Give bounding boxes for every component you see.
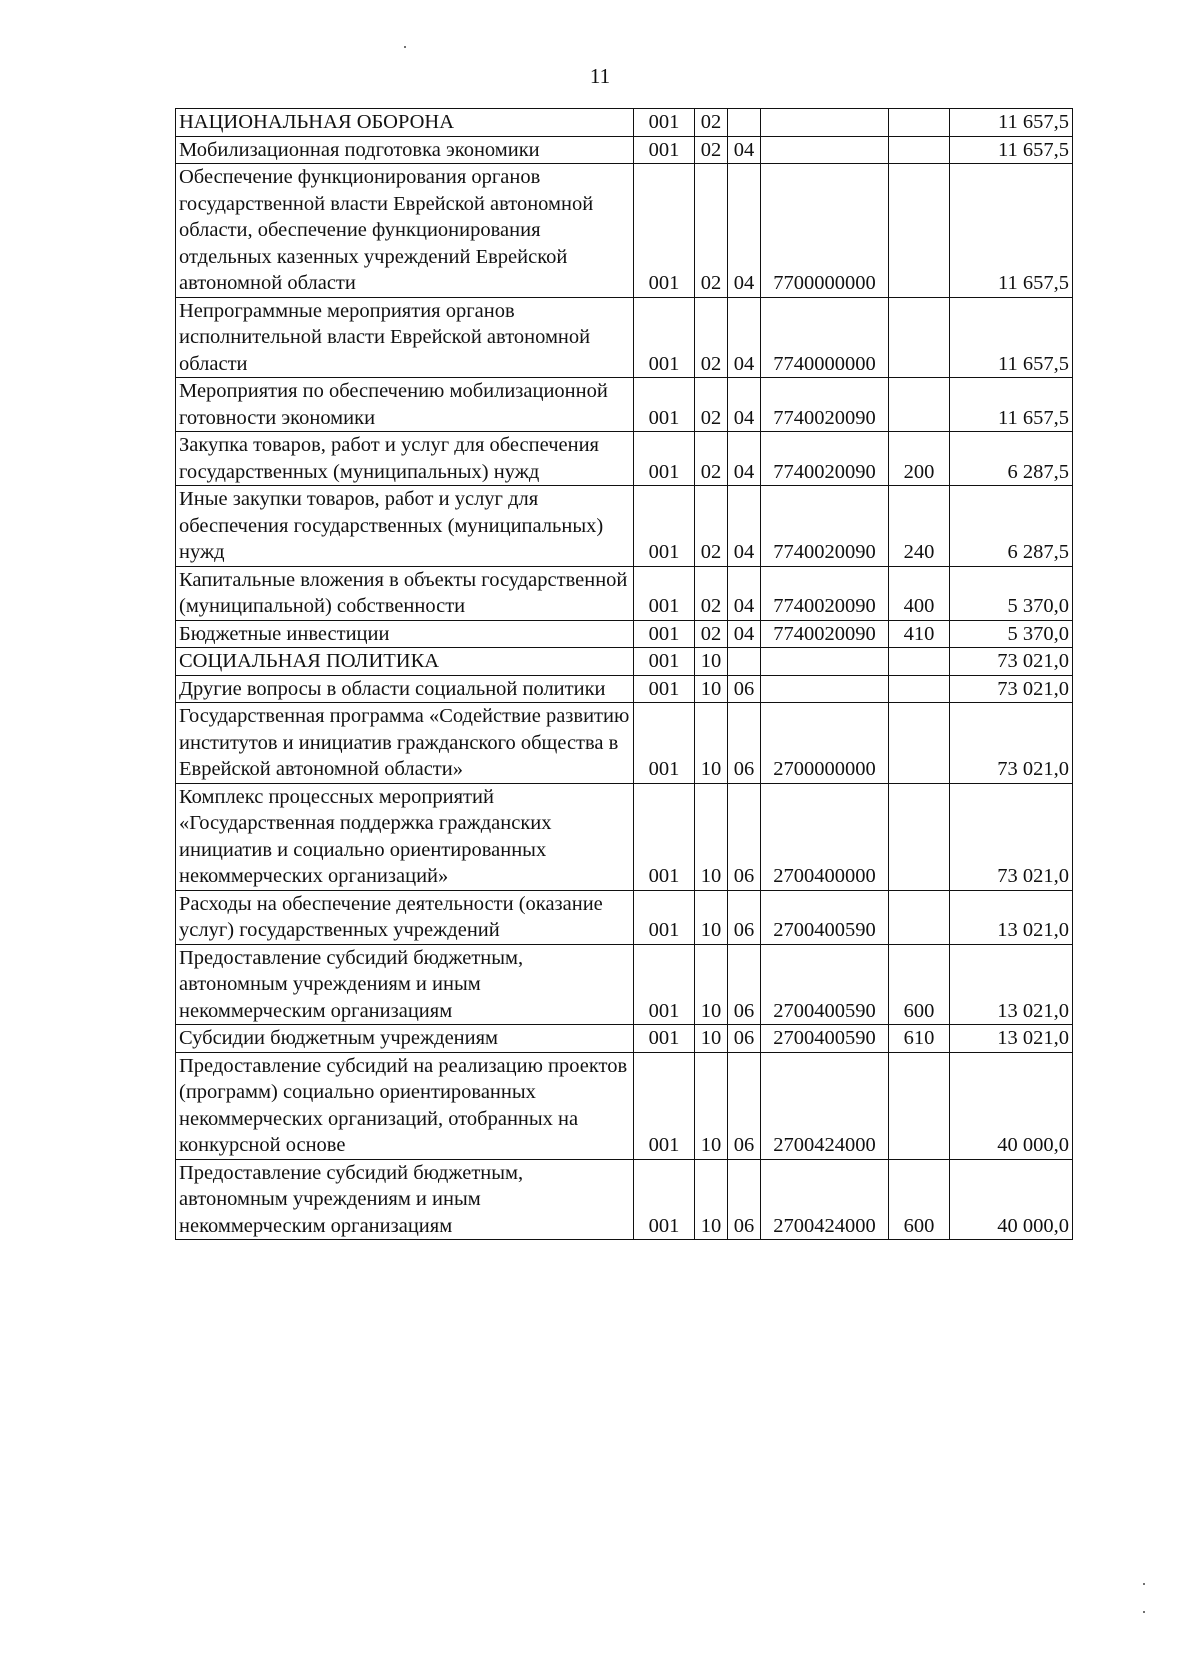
row-expense-type-code: 600 [889, 944, 950, 1025]
row-glava-code: 001 [634, 378, 695, 432]
table-row [176, 620, 1073, 648]
row-amount: 40 000,0 [950, 1052, 1073, 1159]
table-row [176, 944, 1073, 1025]
row-target-article-code [761, 648, 889, 676]
row-subsection-code: 04 [728, 297, 761, 378]
row-expense-type-code: 610 [889, 1025, 950, 1053]
row-expense-type-code: 240 [889, 486, 950, 567]
scan-speck [1143, 1611, 1145, 1613]
table-row [176, 164, 1073, 298]
row-expense-type-code [889, 675, 950, 703]
row-amount: 13 021,0 [950, 944, 1073, 1025]
table-row [176, 297, 1073, 378]
row-amount: 11 657,5 [950, 378, 1073, 432]
row-amount: 6 287,5 [950, 486, 1073, 567]
row-section-code: 02 [695, 566, 728, 620]
table-row [176, 136, 1073, 164]
row-glava-code: 001 [634, 109, 695, 137]
row-section-code: 10 [695, 703, 728, 784]
row-amount: 73 021,0 [950, 648, 1073, 676]
row-name: Другие вопросы в области социальной политики [176, 675, 634, 703]
page-number: 11 [589, 64, 611, 88]
row-section-code: 02 [695, 109, 728, 137]
table-row [176, 783, 1073, 890]
row-name: Иные закупки товаров, работ и услуг для обеспечения государственных (муниципальных) нужд [176, 486, 634, 567]
row-glava-code: 001 [634, 648, 695, 676]
row-subsection-code: 06 [728, 1052, 761, 1159]
row-subsection-code [728, 109, 761, 137]
row-name: Комплекс процессных мероприятий «Государственная поддержка гражданских инициатив и социально ориентированных некоммерческих организаций» [176, 783, 634, 890]
row-target-article-code: 7740000000 [761, 297, 889, 378]
row-expense-type-code: 410 [889, 620, 950, 648]
row-glava-code: 001 [634, 297, 695, 378]
row-glava-code: 001 [634, 944, 695, 1025]
row-section-code: 02 [695, 297, 728, 378]
row-name: Капитальные вложения в объекты государственной (муниципальной) собственности [176, 566, 634, 620]
row-name: Обеспечение функционирования органов государственной власти Еврейской автономной области, обеспечение функционирования отдельных казенных учреждений Еврейской автономной области [176, 164, 634, 298]
table-row [176, 648, 1073, 676]
row-glava-code: 001 [634, 164, 695, 298]
row-section-code: 10 [695, 1052, 728, 1159]
row-target-article-code: 2700424000 [761, 1159, 889, 1240]
row-target-article-code: 2700400590 [761, 1025, 889, 1053]
row-amount: 11 657,5 [950, 297, 1073, 378]
row-glava-code: 001 [634, 432, 695, 486]
row-glava-code: 001 [634, 1025, 695, 1053]
table-row [176, 566, 1073, 620]
row-subsection-code: 04 [728, 620, 761, 648]
row-section-code: 10 [695, 1025, 728, 1053]
row-section-code: 02 [695, 620, 728, 648]
row-name: Государственная программа «Содействие развитию институтов и инициатив гражданского общества в Еврейской автономной области» [176, 703, 634, 784]
scan-speck [1143, 1583, 1145, 1585]
row-target-article-code: 2700000000 [761, 703, 889, 784]
row-subsection-code: 06 [728, 944, 761, 1025]
row-subsection-code: 06 [728, 1159, 761, 1240]
row-section-code: 10 [695, 648, 728, 676]
row-amount: 40 000,0 [950, 1159, 1073, 1240]
row-expense-type-code: 400 [889, 566, 950, 620]
row-amount: 73 021,0 [950, 703, 1073, 784]
row-expense-type-code: 600 [889, 1159, 950, 1240]
row-amount: 13 021,0 [950, 1025, 1073, 1053]
row-expense-type-code: 200 [889, 432, 950, 486]
row-name: Мероприятия по обеспечению мобилизационной готовности экономики [176, 378, 634, 432]
row-subsection-code: 06 [728, 675, 761, 703]
row-section-code: 10 [695, 890, 728, 944]
row-section-code: 02 [695, 378, 728, 432]
row-name: НАЦИОНАЛЬНАЯ ОБОРОНА [176, 109, 634, 137]
row-subsection-code: 04 [728, 136, 761, 164]
table-row [176, 486, 1073, 567]
row-glava-code: 001 [634, 136, 695, 164]
table-row [176, 1159, 1073, 1240]
row-expense-type-code [889, 164, 950, 298]
row-name: Закупка товаров, работ и услуг для обеспечения государственных (муниципальных) нужд [176, 432, 634, 486]
row-target-article-code [761, 109, 889, 137]
scan-speck [404, 46, 406, 48]
row-subsection-code: 06 [728, 1025, 761, 1053]
row-name: Расходы на обеспечение деятельности (оказание услуг) государственных учреждений [176, 890, 634, 944]
budget-table [175, 108, 1073, 1240]
row-target-article-code: 7740020090 [761, 378, 889, 432]
budget-table-body [176, 109, 1073, 1240]
row-glava-code: 001 [634, 890, 695, 944]
row-amount: 11 657,5 [950, 109, 1073, 137]
row-name: Предоставление субсидий на реализацию проектов (программ) социально ориентированных некоммерческих организаций, отобранных на конкурсной основе [176, 1052, 634, 1159]
row-name: Мобилизационная подготовка экономики [176, 136, 634, 164]
row-target-article-code: 2700424000 [761, 1052, 889, 1159]
row-amount: 11 657,5 [950, 136, 1073, 164]
row-glava-code: 001 [634, 566, 695, 620]
row-glava-code: 001 [634, 703, 695, 784]
row-amount: 11 657,5 [950, 164, 1073, 298]
row-name: Субсидии бюджетным учреждениям [176, 1025, 634, 1053]
row-glava-code: 001 [634, 675, 695, 703]
row-subsection-code: 06 [728, 783, 761, 890]
row-name: Предоставление субсидий бюджетным, автономным учреждениям и иным некоммерческим организациям [176, 944, 634, 1025]
row-target-article-code [761, 136, 889, 164]
table-row [176, 432, 1073, 486]
row-subsection-code: 06 [728, 890, 761, 944]
row-expense-type-code [889, 109, 950, 137]
row-section-code: 10 [695, 944, 728, 1025]
row-expense-type-code [889, 136, 950, 164]
row-subsection-code: 04 [728, 432, 761, 486]
row-subsection-code: 04 [728, 486, 761, 567]
row-name: Бюджетные инвестиции [176, 620, 634, 648]
row-expense-type-code [889, 1052, 950, 1159]
row-expense-type-code [889, 648, 950, 676]
row-section-code: 10 [695, 783, 728, 890]
row-expense-type-code [889, 378, 950, 432]
row-amount: 5 370,0 [950, 620, 1073, 648]
row-name: СОЦИАЛЬНАЯ ПОЛИТИКА [176, 648, 634, 676]
row-target-article-code: 7740020090 [761, 432, 889, 486]
table-row [176, 378, 1073, 432]
row-target-article-code: 2700400590 [761, 890, 889, 944]
row-target-article-code: 7700000000 [761, 164, 889, 298]
row-expense-type-code [889, 703, 950, 784]
row-target-article-code: 7740020090 [761, 566, 889, 620]
row-expense-type-code [889, 297, 950, 378]
row-amount: 73 021,0 [950, 783, 1073, 890]
row-section-code: 10 [695, 1159, 728, 1240]
row-subsection-code [728, 648, 761, 676]
row-glava-code: 001 [634, 783, 695, 890]
row-target-article-code: 7740020090 [761, 486, 889, 567]
table-row [176, 1052, 1073, 1159]
row-name: Непрограммные мероприятия органов исполнительной власти Еврейской автономной области [176, 297, 634, 378]
row-section-code: 02 [695, 432, 728, 486]
row-subsection-code: 04 [728, 378, 761, 432]
row-target-article-code: 2700400590 [761, 944, 889, 1025]
row-amount: 13 021,0 [950, 890, 1073, 944]
row-expense-type-code [889, 890, 950, 944]
row-subsection-code: 06 [728, 703, 761, 784]
row-section-code: 02 [695, 164, 728, 298]
row-glava-code: 001 [634, 1052, 695, 1159]
table-row [176, 675, 1073, 703]
table-row [176, 890, 1073, 944]
row-section-code: 02 [695, 136, 728, 164]
row-target-article-code: 7740020090 [761, 620, 889, 648]
row-target-article-code: 2700400000 [761, 783, 889, 890]
row-subsection-code: 04 [728, 164, 761, 298]
row-amount: 5 370,0 [950, 566, 1073, 620]
table-row [176, 703, 1073, 784]
row-amount: 73 021,0 [950, 675, 1073, 703]
row-glava-code: 001 [634, 1159, 695, 1240]
row-section-code: 02 [695, 486, 728, 567]
row-target-article-code [761, 675, 889, 703]
row-expense-type-code [889, 783, 950, 890]
row-amount: 6 287,5 [950, 432, 1073, 486]
row-glava-code: 001 [634, 486, 695, 567]
row-name: Предоставление субсидий бюджетным, автономным учреждениям и иным некоммерческим организациям [176, 1159, 634, 1240]
row-subsection-code: 04 [728, 566, 761, 620]
table-row [176, 109, 1073, 137]
row-section-code: 10 [695, 675, 728, 703]
table-row [176, 1025, 1073, 1053]
row-glava-code: 001 [634, 620, 695, 648]
